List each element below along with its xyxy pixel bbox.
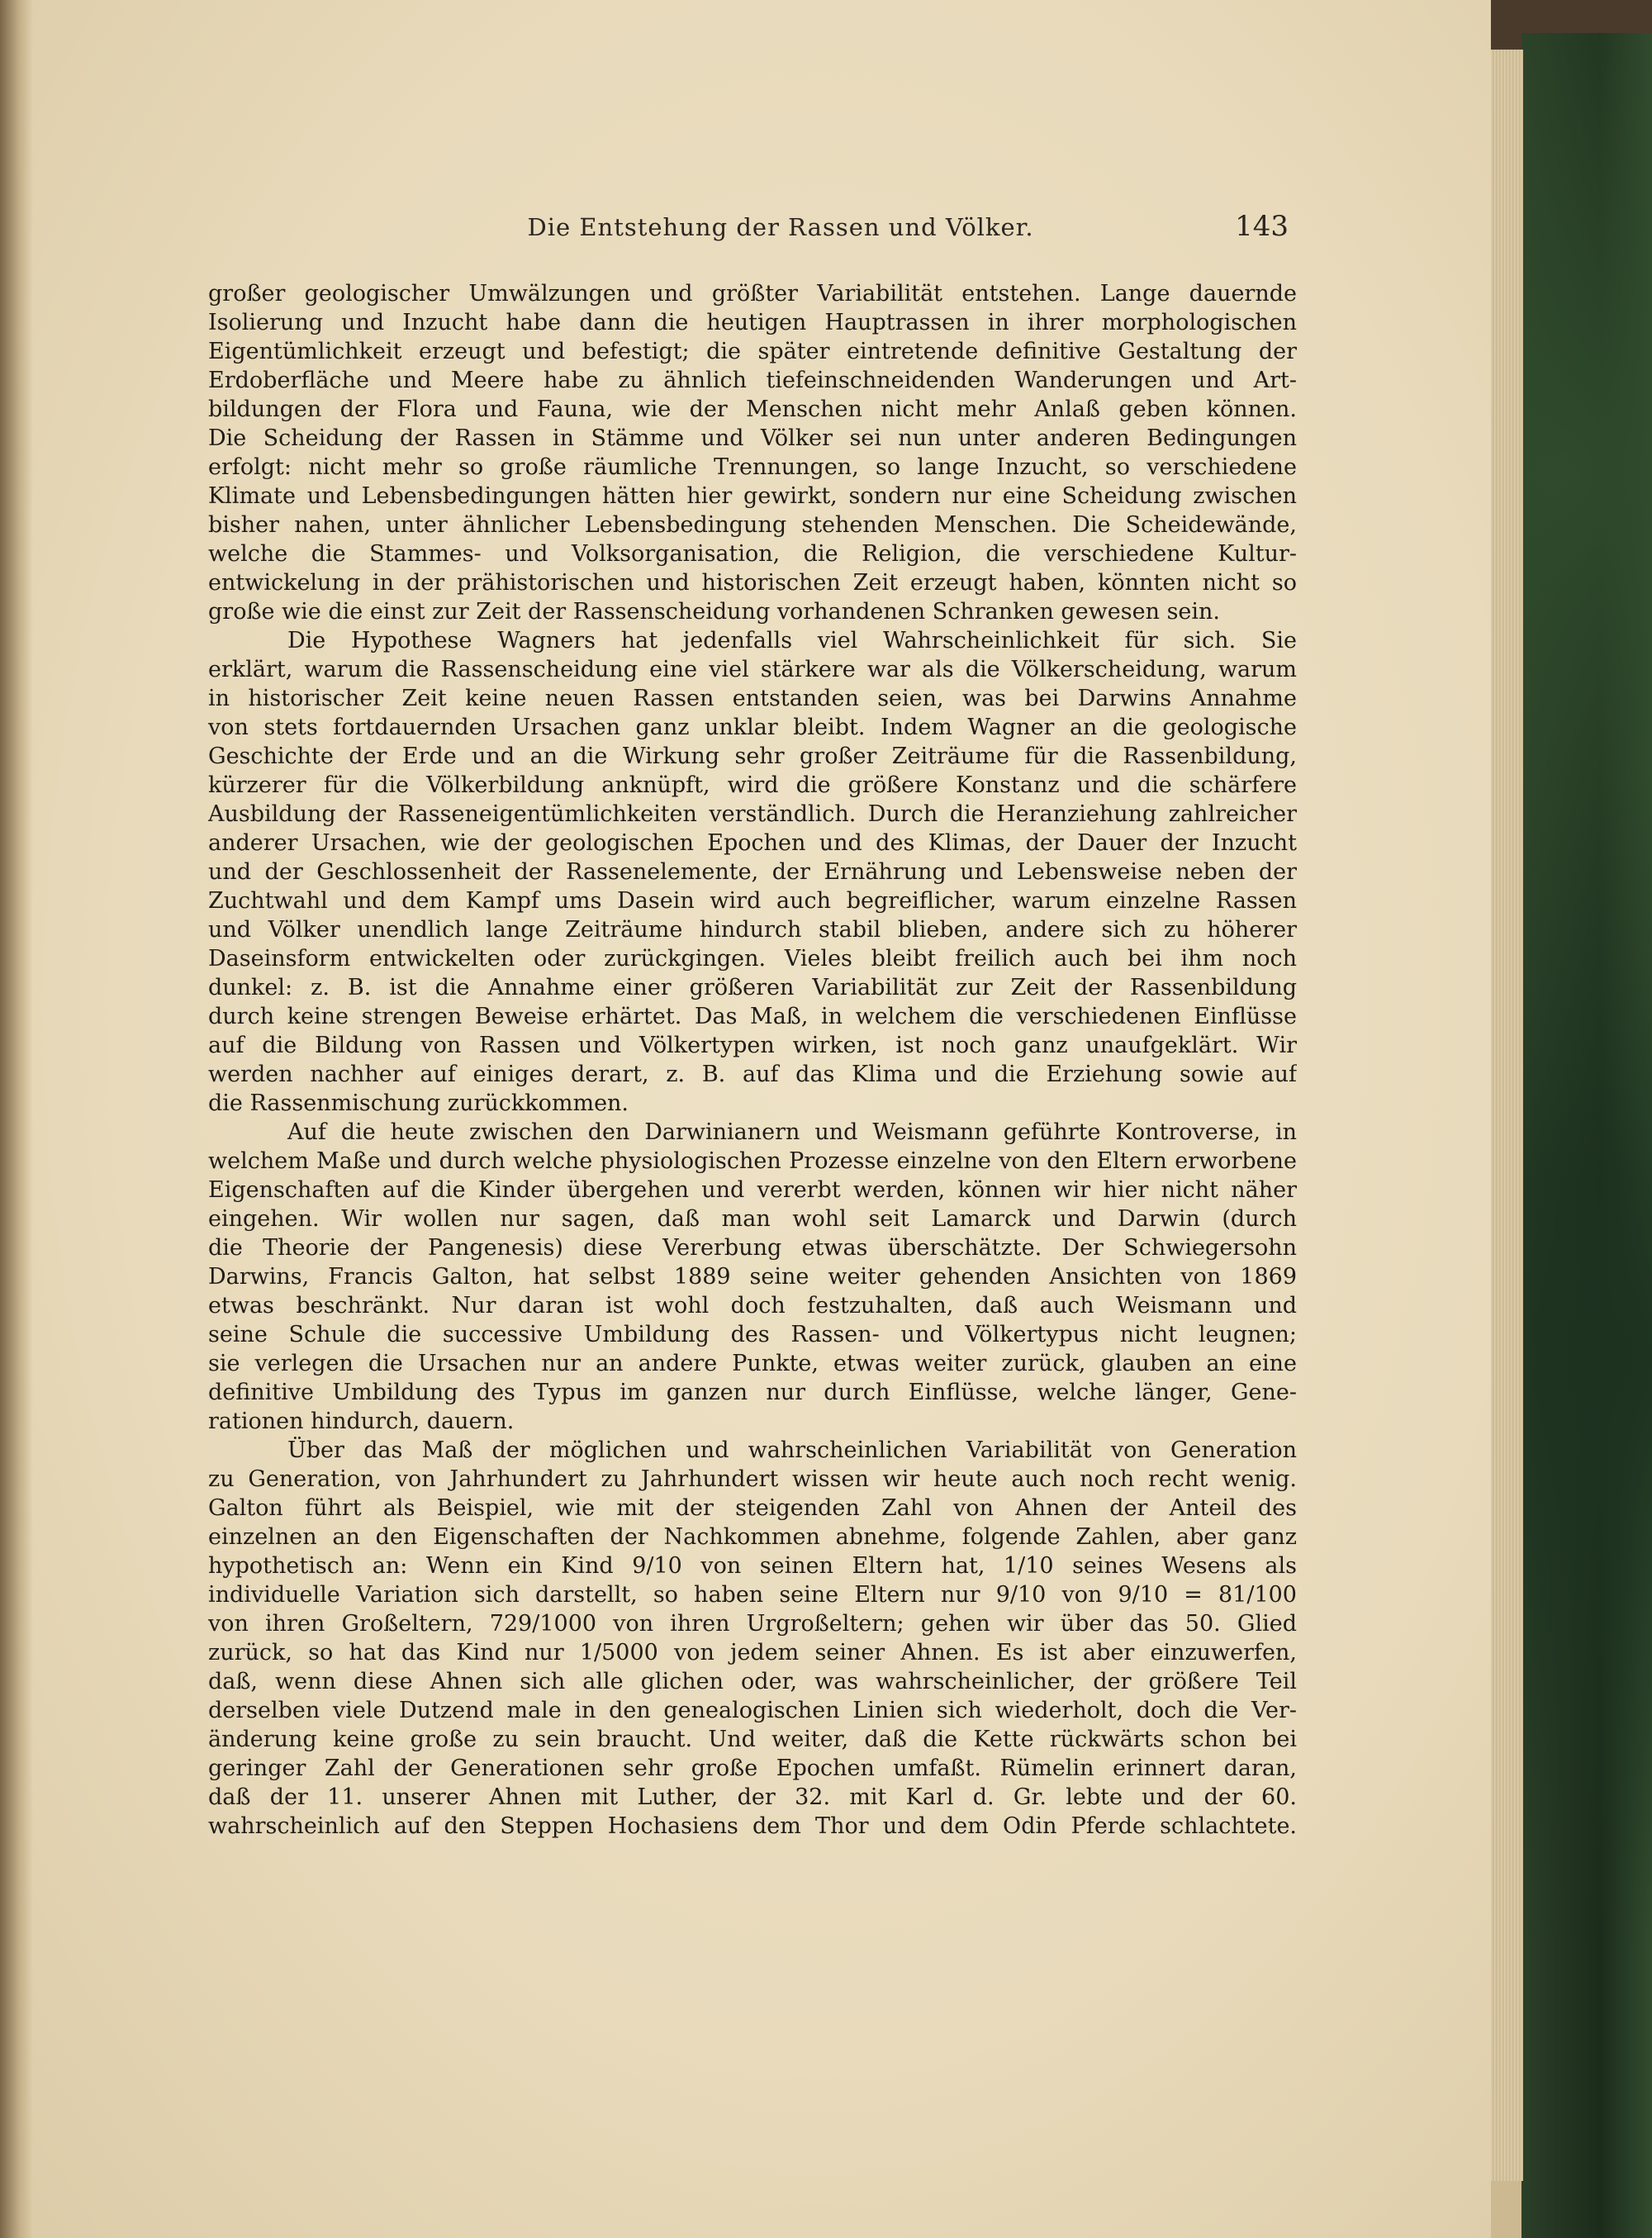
text-line: Eigenschaften auf die Kinder übergehen und vererbt werden, können wir hier nicht näher	[208, 1177, 1297, 1203]
text-line: von ihren Großeltern, 729/1000 von ihren Urgroßeltern; gehen wir über das 50. Glied	[208, 1611, 1297, 1637]
text-line: daß der 11. unserer Ahnen mit Luther, der 32. mit Karl d. Gr. lebte und der 60.	[208, 1784, 1297, 1810]
text-line: Galton führt als Beispiel, wie mit der steigenden Zahl von Ahnen der Anteil des	[208, 1495, 1297, 1521]
page-number: 143	[1235, 210, 1289, 243]
page-header	[273, 205, 1289, 246]
text-line: Eigentümlichkeit erzeugt und befestigt; die später eintretende definitive Gestaltung der	[208, 339, 1297, 364]
text-line: Isolierung und Inzucht habe dann die heutigen Hauptrassen in ihrer morphologischen	[208, 310, 1297, 335]
text-line: welchem Maße und durch welche physiologischen Prozesse einzelne von den Eltern erworbene	[208, 1148, 1297, 1174]
text-line: die Theorie der Pangenesis) diese Vererbung etwas überschätzte. Der Schwiegersohn	[208, 1235, 1297, 1261]
page-edges	[1487, 50, 1523, 2181]
text-line: durch keine strengen Beweise erhärtet. Das Maß, in welchem die verschiedenen Einflüsse	[208, 1004, 1297, 1029]
text-line: sie verlegen die Ursachen nur an andere Punkte, etwas weiter zurück, glauben an eine	[208, 1351, 1297, 1376]
text-line: rationen hindurch, dauern.	[208, 1409, 515, 1434]
text-line: bisher nahen, unter ähnlicher Lebensbedingung stehenden Menschen. Die Scheidewände,	[208, 512, 1297, 538]
book-cover	[1521, 33, 1652, 2238]
text-line: einzelnen an den Eigenschaften der Nachkommen abnehme, folgende Zahlen, aber ganz	[208, 1524, 1297, 1550]
text-line: anderer Ursachen, wie der geologischen Epochen und des Klimas, der Dauer der Inzucht	[208, 830, 1297, 856]
text-line: in historischer Zeit keine neuen Rassen entstanden seien, was bei Darwins Annahme	[208, 686, 1297, 711]
text-line: Auf die heute zwischen den Darwinianern und Weismann geführte Kontroverse, in	[287, 1119, 1297, 1145]
text-line: Über das Maß der möglichen und wahrscheinlichen Variabilität von Generation	[287, 1437, 1297, 1463]
text-line: zu Generation, von Jahrhundert zu Jahrhundert wissen wir heute auch noch recht wenig.	[208, 1466, 1297, 1492]
text-line: etwas beschränkt. Nur daran ist wohl doch festzuhalten, daß auch Weismann und	[208, 1293, 1297, 1319]
text-line: seine Schule die successive Umbildung des Rassen- und Völkertypus nicht leugnen;	[208, 1322, 1297, 1347]
text-line: individuelle Variation sich darstellt, so haben seine Eltern nur 9/10 von 9/10 = 81/100	[208, 1582, 1297, 1608]
body-text	[208, 279, 1297, 1841]
text-line: auf die Bildung von Rassen und Völkertypen wirken, ist noch ganz unaufgeklärt. Wir	[208, 1033, 1297, 1058]
running-title: Die Entstehung der Rassen und Völker.	[527, 213, 1034, 241]
text-line: kürzerer für die Völkerbildung anknüpft, wird die größere Konstanz und die schärfere	[208, 772, 1297, 798]
text-line: hypothetisch an: Wenn ein Kind 9/10 von seinen Eltern hat, 1/10 seines Wesens als	[208, 1553, 1297, 1579]
text-line: Darwins, Francis Galton, hat selbst 1889 seine weiter gehenden Ansichten von 1869	[208, 1264, 1297, 1290]
text-line: daß, wenn diese Ahnen sich alle glichen oder, was wahrscheinlicher, der größere Teil	[208, 1669, 1297, 1694]
text-line: Erdoberfläche und Meere habe zu ähnlich tiefeinschneidenden Wanderungen und Art-	[208, 368, 1297, 393]
text-line: dunkel: z. B. ist die Annahme einer größeren Variabilität zur Zeit der Rassenbildung	[208, 975, 1297, 1000]
text-line: bildungen der Flora und Fauna, wie der Menschen nicht mehr Anlaß geben können.	[208, 397, 1297, 422]
text-line: von stets fortdauernden Ursachen ganz unklar bleibt. Indem Wagner an die geologische	[208, 715, 1297, 740]
text-line: Die Hypothese Wagners hat jedenfalls viel Wahrscheinlichkeit für sich. Sie	[287, 628, 1297, 653]
text-line: großer geologischer Umwälzungen und größter Variabilität entstehen. Lange dauernde	[208, 281, 1297, 306]
text-line: definitive Umbildung des Typus im ganzen nur durch Einflüsse, welche länger, Gene-	[208, 1380, 1297, 1405]
text-line: Zuchtwahl und dem Kampf ums Dasein wird auch begreiflicher, warum einzelne Rassen	[208, 888, 1297, 914]
text-line: zurück, so hat das Kind nur 1/5000 von jedem seiner Ahnen. Es ist aber einzuwerfen,	[208, 1640, 1297, 1665]
text-line: Klimate und Lebensbedingungen hätten hier gewirkt, sondern nur eine Scheidung zwischen	[208, 483, 1297, 509]
text-line: und der Geschlossenheit der Rassenelemente, der Ernährung und Lebensweise neben der	[208, 859, 1297, 885]
text-line: eingehen. Wir wollen nur sagen, daß man wohl seit Lamarck und Darwin (durch	[208, 1206, 1297, 1232]
text-line: und Völker unendlich lange Zeiträume hindurch stabil blieben, andere sich zu höherer	[208, 917, 1297, 943]
text-line: große wie die einst zur Zeit der Rassenscheidung vorhandenen Schranken gewesen sein.	[208, 599, 1221, 625]
text-line: erklärt, warum die Rassenscheidung eine viel stärkere war als die Völkerscheidung, warum	[208, 657, 1297, 682]
text-line: geringer Zahl der Generationen sehr große Epochen umfaßt. Rümelin erinnert daran,	[208, 1756, 1297, 1781]
text-line: Ausbildung der Rasseneigentümlichkeiten verständlich. Durch die Heranziehung zahlreicher	[208, 801, 1297, 827]
text-line: derselben viele Dutzend male in den genealogischen Linien sich wiederholt, doch die Ver-	[208, 1698, 1297, 1723]
text-line: Geschichte der Erde und an die Wirkung sehr großer Zeiträume für die Rassenbildung,	[208, 744, 1297, 769]
text-line: werden nachher auf einiges derart, z. B. auf das Klima und die Erziehung sowie auf	[208, 1062, 1297, 1087]
text-line: erfolgt: nicht mehr so große räumliche Trennungen, so lange Inzucht, so verschiedene	[208, 454, 1297, 480]
text-line: entwickelung in der prähistorischen und historischen Zeit erzeugt haben, könnten nicht so	[208, 570, 1297, 596]
text-line: Daseinsform entwickelten oder zurückgingen. Vieles bleibt freilich auch bei ihm noch	[208, 946, 1297, 972]
text-line: änderung keine große zu sein braucht. Und weiter, daß die Kette rückwärts schon bei	[208, 1727, 1297, 1752]
text-line: wahrscheinlich auf den Steppen Hochasiens dem Thor und dem Odin Pferde schlachtete.	[208, 1813, 1297, 1839]
text-line: welche die Stammes- und Volksorganisation, die Religion, die verschiedene Kultur-	[208, 541, 1297, 567]
text-line: die Rassenmischung zurückkommen.	[208, 1090, 629, 1116]
page-gutter	[0, 0, 33, 2238]
text-line: Die Scheidung der Rassen in Stämme und Völker sei nun unter anderen Bedingungen	[208, 425, 1297, 451]
